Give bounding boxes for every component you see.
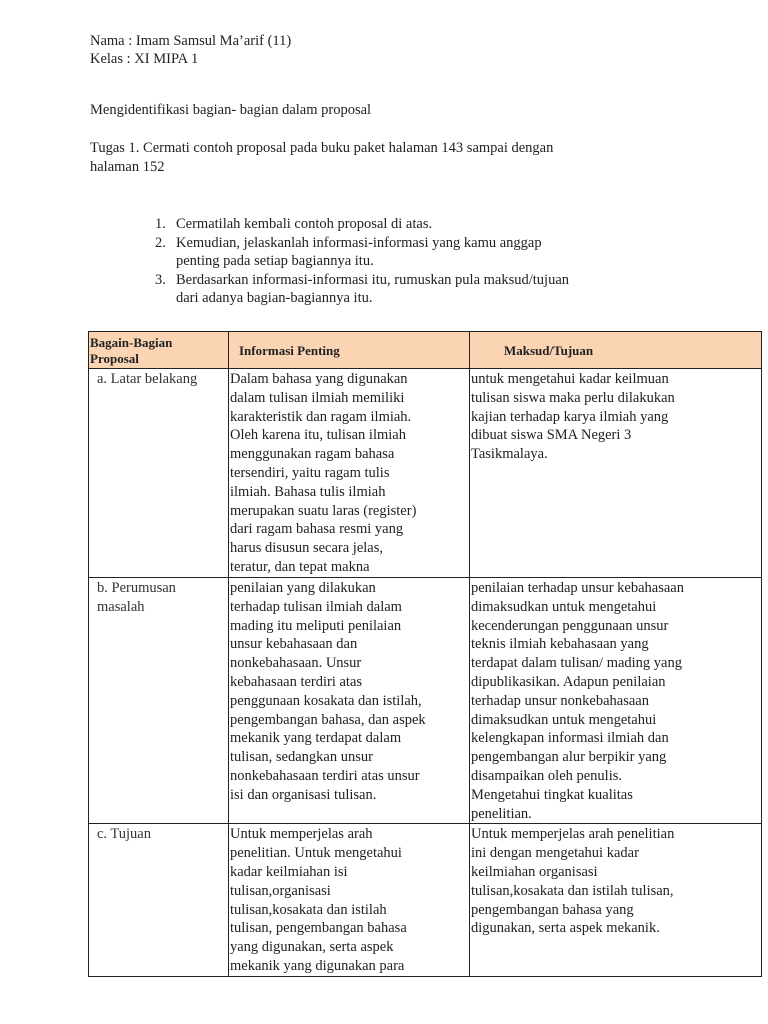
student-name: Nama : Imam Samsul Ma’arif (11) xyxy=(90,33,292,49)
cell-info: Dalam bahasa yang digunakan dalam tulisan ilmiah memiliki karakteristik dan ragam ilmiah. Oleh karena itu, tulisan ilmiah menggunakan ragam bahasa tersendiri, yaitu ragam tulis ilmiah. Bahasa tulis ilmiah merupakan suatu laras (register) dari ragam bahasa resmi yang harus disusun secara jelas, teratur, dan tepat makna xyxy=(229,369,470,578)
proposal-table xyxy=(88,331,762,977)
table-row xyxy=(89,824,762,976)
list-text: Berdasarkan informasi-informasi itu, rumuskan pula maksud/tujuan dari adanya bagian-bagiannya itu. xyxy=(176,271,570,307)
list-text: Kemudian, jelaskanlah informasi-informasi yang kamu anggap penting pada setiap bagiannya itu. xyxy=(176,234,542,270)
instruction-list xyxy=(155,215,569,308)
list-item xyxy=(155,234,569,271)
list-number: 1. xyxy=(155,216,166,232)
document-title: Mengidentifikasi bagian- bagian dalam proposal xyxy=(90,102,372,118)
list-number: 3. xyxy=(155,271,166,288)
list-item xyxy=(155,271,569,308)
list-item xyxy=(155,215,569,234)
cell-info: penilaian yang dilakukan terhadap tulisan ilmiah dalam mading itu meliputi penilaian unsur kebahasaan dan nonkebahasaan. Unsur kebahasaan terdiri atas penggunaan kosakata dan istilah, pengembangan bahasa, dan aspek mekanik yang terdapat dalam tulisan, sedangkan unsur nonkebahasaan terdiri atas unsur isi dan organisasi tulisan. xyxy=(229,578,470,824)
cell-purpose: penilaian terhadap unsur kebahasaan dimaksudkan untuk mengetahui kecenderungan penggunaan unsur teknis ilmiah kebahasaan yang terdapat dalam tulisan/ mading yang dipublikasikan. Adapun penilaian terhadap unsur nonkebahasaan dimaksudkan untuk mengetahui kelengkapan informasi ilmiah dan pengembangan alur berpikir yang disampaikan oleh penulis. Mengetahui tingkat kualitas penelitian. xyxy=(470,578,762,824)
student-class: Kelas : XI MIPA 1 xyxy=(90,51,199,67)
table-row xyxy=(89,578,762,824)
cell-purpose: untuk mengetahui kadar keilmuan tulisan siswa maka perlu dilakukan kajian terhadap karya ilmiah yang dibuat siswa SMA Negeri 3 Tasikmalaya. xyxy=(470,369,762,578)
cell-part: b. Perumusan masalah xyxy=(89,578,229,824)
task-line-1: Tugas 1. Cermati contoh proposal pada buku paket halaman 143 sampai dengan xyxy=(90,140,554,156)
cell-part: a. Latar belakang xyxy=(89,369,229,578)
cell-info: Untuk memperjelas arah penelitian. Untuk mengetahui kadar keilmiahan isi tulisan,organisasi tulisan,kosakata dan istilah tulisan, pengembangan bahasa yang digunakan, serta aspek mekanik yang digunakan para xyxy=(229,824,470,976)
header-info: Informasi Penting xyxy=(229,332,470,369)
header-purpose: Maksud/Tujuan xyxy=(470,332,762,369)
list-text: Cermatilah kembali contoh proposal di atas. xyxy=(176,216,433,232)
table-row xyxy=(89,369,762,578)
table-header-row xyxy=(89,332,762,369)
list-number: 2. xyxy=(155,234,166,251)
cell-purpose: Untuk memperjelas arah penelitian ini dengan mengetahui kadar keilmiahan organisasi tulisan,kosakata dan istilah tulisan, pengembangan bahasa yang digunakan, serta aspek mekanik. xyxy=(470,824,762,976)
task-line-2: halaman 152 xyxy=(90,159,165,175)
cell-part: c. Tujuan xyxy=(89,824,229,976)
header-part: Bagain-Bagian Proposal xyxy=(89,332,229,369)
